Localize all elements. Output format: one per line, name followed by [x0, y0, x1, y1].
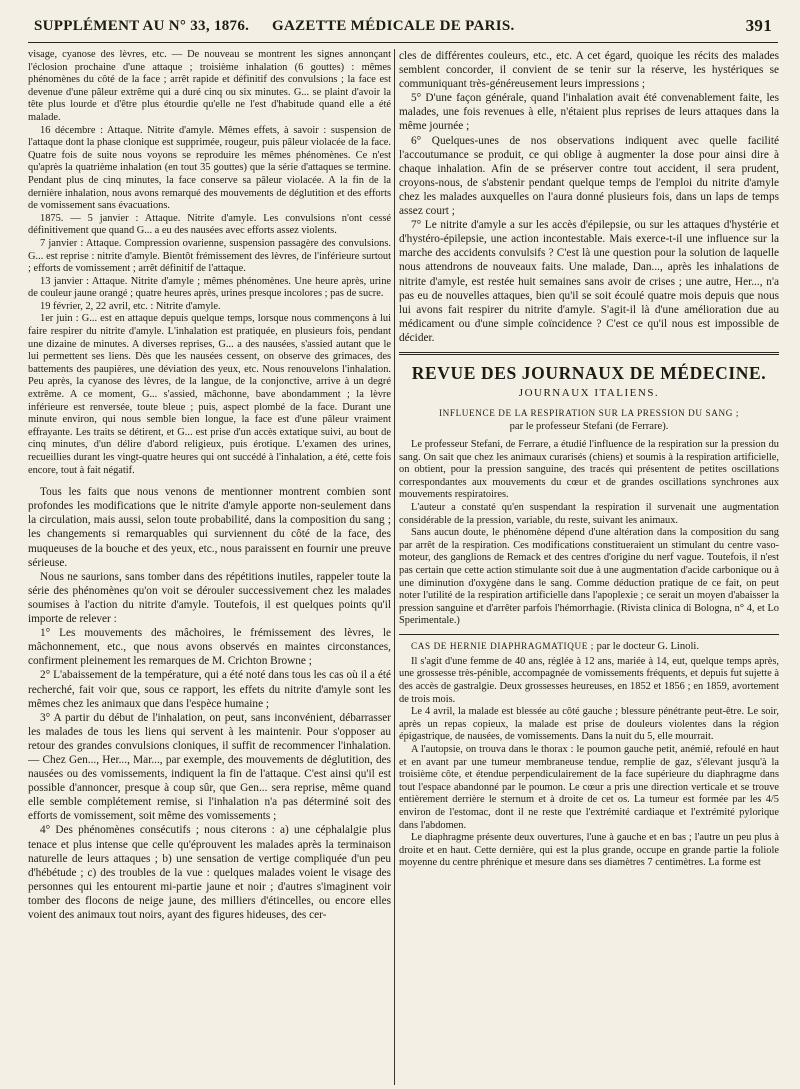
- issue-label: SUPPLÉMENT AU N° 33, 1876.: [34, 18, 250, 34]
- article-paragraph: A l'autopsie, on trouva dans le thorax : le poumon gauche petit, anémié, refoulé en haut et en avant par une tumeur membraneuse tendue, remplie de gaz, s'élevant jusqu'à la troisième côte, et étendue perpendiculairement de la face supérieure du diaphragme dans tout l'espace abandonné par le poumon. Le cœur a pris une direction verticale et se trouve entièrement derrière le sternum et à droite de cet os. La tumeur est formée par les 4/5 environ de l'estomac, dont il ne reste que l'extrémité cardiaque et l'extrémité pylorique dans l'abdomen.: [399, 744, 779, 831]
- article-paragraph: Le diaphragme présente deux ouvertures, l'une à gauche et en bas ; l'autre un peu plus à droite et en haut. Cette dernière, qui est la plus grande, occupe en grande partie la foliole moyenne du centre phrénique et mesure dans ses diamètres 7 centimètres. La forme est: [399, 832, 779, 869]
- case-paragraph: 1875. — 5 janvier : Attaque. Nitrite d'amyle. Les convulsions n'ont cessé définitivement que quand G... a eu des nausées avec efforts assez violents.: [28, 212, 391, 237]
- discussion-paragraph: Nous ne saurions, sans tomber dans des répétitions inutiles, rappeler toute la série des phénomènes qu'on voit se dérouler successivement chez les malades soumises à l'action du nitrite d'amyle. Toutefois, il est quelques points qu'il importe de relever :: [28, 570, 391, 626]
- discussion-paragraph: 4° Des phénomènes consécutifs ; nous citerons : a) une céphalalgie plus tenace et plus intense que celle qu'éprouvent les malades après la terminaison naturelle de leurs attaques ; b) une sensation de vertige compliquée d'un peu d'hébétude ; c) des troubles de la vue : quelques malades voient le visage des personnes qui les entourent mi-partie jaune et noir ; d'autres s'imaginent voir tomber des flocons de neige jaune, des milliers d'étincelles, ou encore elles voient des animaux tout noirs, ayant des figures hideuses, des cer-: [28, 824, 391, 921]
- case-paragraph: visage, cyanose des lèvres, etc. — De nouveau se montrent les signes annonçant l'éclosion prochaine d'une attaque ; troisième inhalation (6 gouttes) : mêmes phénomènes du côté de la face ; arrêt rapide et définitif des convulsions ; la face est devenue d'une pâleur extrême qui a duré cinq ou six minutes. G... se plaint d'avoir la tête plus lourde et d'être plus étourdie qu'elle ne l'est d'habitude quand elle a été malade.: [28, 49, 391, 123]
- section-title: REVUE DES JOURNAUX DE MÉDECINE.: [411, 362, 767, 383]
- case-paragraph: 7 janvier : Attaque. Compression ovarienne, suspension passagère des convulsions. G... est reprise : nitrite d'amyle. Bientôt frémissement des lèvres, de l'inférieure surtout ; efforts de vomissement ; arrêt définitif de l'attaque.: [28, 237, 391, 275]
- case-paragraph: 13 janvier : Attaque. Nitrite d'amyle ; mêmes phénomènes. Une heure après, urine de couleur jaune orangé ; quatre heures après, urines presque incolores ; pas de sucre.: [28, 275, 391, 300]
- article-paragraph: Il s'agit d'une femme de 40 ans, réglée à 12 ans, mariée à 14, eut, quelque temps après, une grossesse très-pénible, accompagnée de vomissements fréquents, et depuis fut sujette à des accès de gastralgie. Deux grossesses heureuses, en 1852 et 1856 ; en 1859, avortement de trois mois.: [399, 655, 779, 705]
- discussion-paragraph: 2° L'abaissement de la température, qui a été noté dans tous les cas où il a été recherché, fait voir que, sous ce rapport, les effets du nitrite d'amyle sont les mêmes chez les animaux que dans l'espèce humaine ;: [28, 669, 391, 710]
- article-rule: [399, 634, 779, 635]
- section-rule: [399, 352, 779, 355]
- discussion-paragraph: 5° D'une façon générale, quand l'inhalation avait été convenablement faite, les malades, une fois revenues à elle, n'étaient plus reprises de leurs attaques dans la même journée ;: [399, 92, 779, 133]
- header-rule: [28, 42, 778, 43]
- discussion-paragraph: cles de différentes couleurs, etc., etc. A cet égard, quoique les récits des malades semblent concorder, il convient de se tenir sur la réserve, les hystériques se communiquant très-généreusement leurs impressions ;: [399, 50, 779, 91]
- article-paragraph: Le professeur Stefani, de Ferrare, a étudié l'influence de la respiration sur la pression du sang. On sait que chez les animaux curarisés (chiens) et soumis à la respiration artificielle, on obtient, pour la pression sanguine, des tracés qui présentent de petites oscillations correspondantes aux mouvements du cœur et de grandes oscillations synchrones aux mouvements respiratoires.: [399, 438, 779, 501]
- discussion-paragraph: 1° Les mouvements des mâchoires, le frémissement des lèvres, le mâchonnement, etc., que nous avons observés en maintes circonstances, confirment pleinement les remarques de M. Crichton Browne ;: [28, 627, 391, 668]
- article-title: CAS DE HERNIE DIAPHRAGMATIQUE ;: [411, 640, 594, 651]
- left-column: [28, 49, 391, 1085]
- case-paragraph: 19 février, 2, 22 avril, etc. : Nitrite d'amyle.: [40, 300, 221, 312]
- article-heading: [411, 407, 767, 433]
- article-paragraph: Sans aucun doute, le phénomène dépend d'une altération dans la composition du sang par arrêt de la respiration. Ces modifications constitueraient un stimulant du centre vaso-moteur, des ganglions de Remack et des centres d'origine du nerf vague. Toutefois, il n'est pas certain que cette action stimulante soit due à une augmentation d'acide carbonique ou à une diminution d'oxygène dans le sang. Comme déduction pratique de ce fait, on peut noter l'utilité de la respiration artificielle dans l'apoplexie ; ce serait un moyen d'abaisser la pression sanguine et d'arrêter parfois l'hémorrhagie. (Rivista clinica di Bologna, n° 4, et Lo Sperimentale.): [399, 527, 779, 627]
- page-number: 391: [745, 16, 772, 35]
- article-heading: [399, 641, 779, 652]
- case-notes: [28, 49, 391, 477]
- article-title: INFLUENCE DE LA RESPIRATION SUR LA PRESSION DU SANG ;: [438, 407, 740, 418]
- discussion: [28, 485, 391, 922]
- article-body: [399, 656, 779, 870]
- article-byline: par le professeur Stefani (de Ferrare).: [509, 420, 669, 432]
- case-paragraph: 16 décembre : Attaque. Nitrite d'amyle. Mêmes effets, à savoir : suspension de l'attaque dont la phase clonique est supprimée, rougeur, puis pâleur violacée de la face. Quatre fois de suite nous voyons se reproduire les mêmes phénomènes. Ce n'est qu'après la quatrième inhalation (en tout 35 gouttes) que la série d'attaques se termine. Pendant plus de cinq minutes, la face conserve sa pâleur violacée. A la fin de la dernière inhalation, nous avons remarqué des mouvements de déglutition et des efforts de vomissement sans évacuations.: [28, 124, 391, 212]
- section-subtitle: JOURNAUX ITALIENS.: [518, 386, 660, 399]
- column-divider: [394, 49, 395, 1085]
- article-paragraph: L'auteur a constaté qu'en suspendant la respiration il survenait une augmentation considérable de la pression, variable, du reste, suivant les animaux.: [399, 501, 779, 526]
- discussion-paragraph: 3° A partir du début de l'inhalation, on peut, sans inconvénient, débarrasser les malades de tous les liens qui servent à les maintenir. Pour s'opposer au retour des grandes convulsions cloniques, il suffit de recommencer l'inhalation. — Chez Gen..., Her..., Mar..., par exemple, des mouvements de déglutition, des nausées ou des vomissements, indiquent la fin de l'attaque. C'est ainsi qu'il est possible d'annoncer, presque à coup sûr, que Gen... sera reprise, même quand elle semble complétement remise, si l'inhalation n'a pas déterminé soit des efforts de vomissement, soit même des vomissements ;: [28, 711, 391, 823]
- journal-title: GAZETTE MÉDICALE DE PARIS.: [272, 18, 515, 34]
- article-body: [399, 439, 779, 628]
- right-column: [399, 49, 779, 1085]
- article-paragraph: Le 4 avril, la malade est blessée au côté gauche ; blessure pénétrante peut-être. Le soir, après un repas copieux, la malade est prise de douleurs violentes dans la région épigastrique, de nausées, de vomissements. Dans la nuit du 5, elle mourrait.: [399, 706, 779, 743]
- discussion-paragraph: 6° Quelques-unes de nos observations indiquent avec quelle facilité l'accoutumance se produit, ce qui oblige à augmenter la dose pour ainsi dire à chaque inhalation. Afin de se préserver contre tout accident, il sera prudent, croyons-nous, de s'abstenir pendant quelque temps de l'emploi du nitrite d'amyle chez les malades auxquelles on l'aura donné plusieurs fois, dans un laps de temps assez court ;: [399, 134, 779, 218]
- discussion-paragraph: 7° Le nitrite d'amyle a sur les accès d'épilepsie, ou sur les attaques d'hystérie et d'hystéro-épilepsie, une action incontestable. Mais exerce-t-il une influence sur la marche des accidents convulsifs ? C'est là une question pour la solution de laquelle nous attendrons de nouveaux faits. Une malade, Dan..., après les inhalations de nitrite d'amyle, est restée huit semaines sans avoir de crises ; une autre, Her..., n'a pas eu de nouvelles attaques, bien qu'il se soit écoulé quatre mois depuis que nous lui avons fait respirer du nitrite d'amyle. S'agit-il là d'une amélioration due au médicament ou d'une simple coïncidence ? C'est ce qu'il nous est impossible de décider.: [399, 219, 779, 344]
- article-byline: par le docteur G. Linoli.: [596, 640, 699, 652]
- discussion-continued: [399, 49, 779, 345]
- case-paragraph: 1er juin : G... est en attaque depuis quelque temps, lorsque nous commençons à lui faire respirer du nitrite d'amyle. L'inhalation est pratiquée, en plusieurs fois, pendant une dizaine de minutes. A diverses reprises, G... a des nausées, s'assied autant que le lui permettent ses liens. Dès que les nausées cessent, on observe des grimaces, des battements des paupières, une déviation des yeux, etc. Nous renouvelons l'inhalation. Peu après, la cyanose des lèvres, de la langue, de la conjonctive, arrive à un degré extrême. A ce moment, G... s'assied, mâchonne, bave abondamment ; la lèvre inférieure est renversée, toute bleue ; puis, aspect plombé de la face. Durant une minute environ, qui nous semble bien longue, la face est d'une pâleur vraiment effrayante. Les traits se détirent, et G... est prise d'un accès extatique suivi, au bout de cinq minutes, d'un délire d'abord religieux, puis érotique. L'examen des urines, recueillies durant les vingt-quatre heures qui ont succédé à l'inhalation, a été, cette fois encore, tout à fait négatif.: [28, 313, 391, 476]
- discussion-paragraph: Tous les faits que nous venons de mentionner montrent combien sont profondes les modifications que le nitrite d'amyle apporte non-seulement dans la circulation, mais aussi, selon toute probabilité, dans la composition du sang ; les changements si remarquables qui surviennent du côté de la face, des muqueuses de la bouche et des yeux, etc., nous paraissent en fournir une preuve sérieuse.: [28, 486, 391, 569]
- running-head: [28, 14, 778, 40]
